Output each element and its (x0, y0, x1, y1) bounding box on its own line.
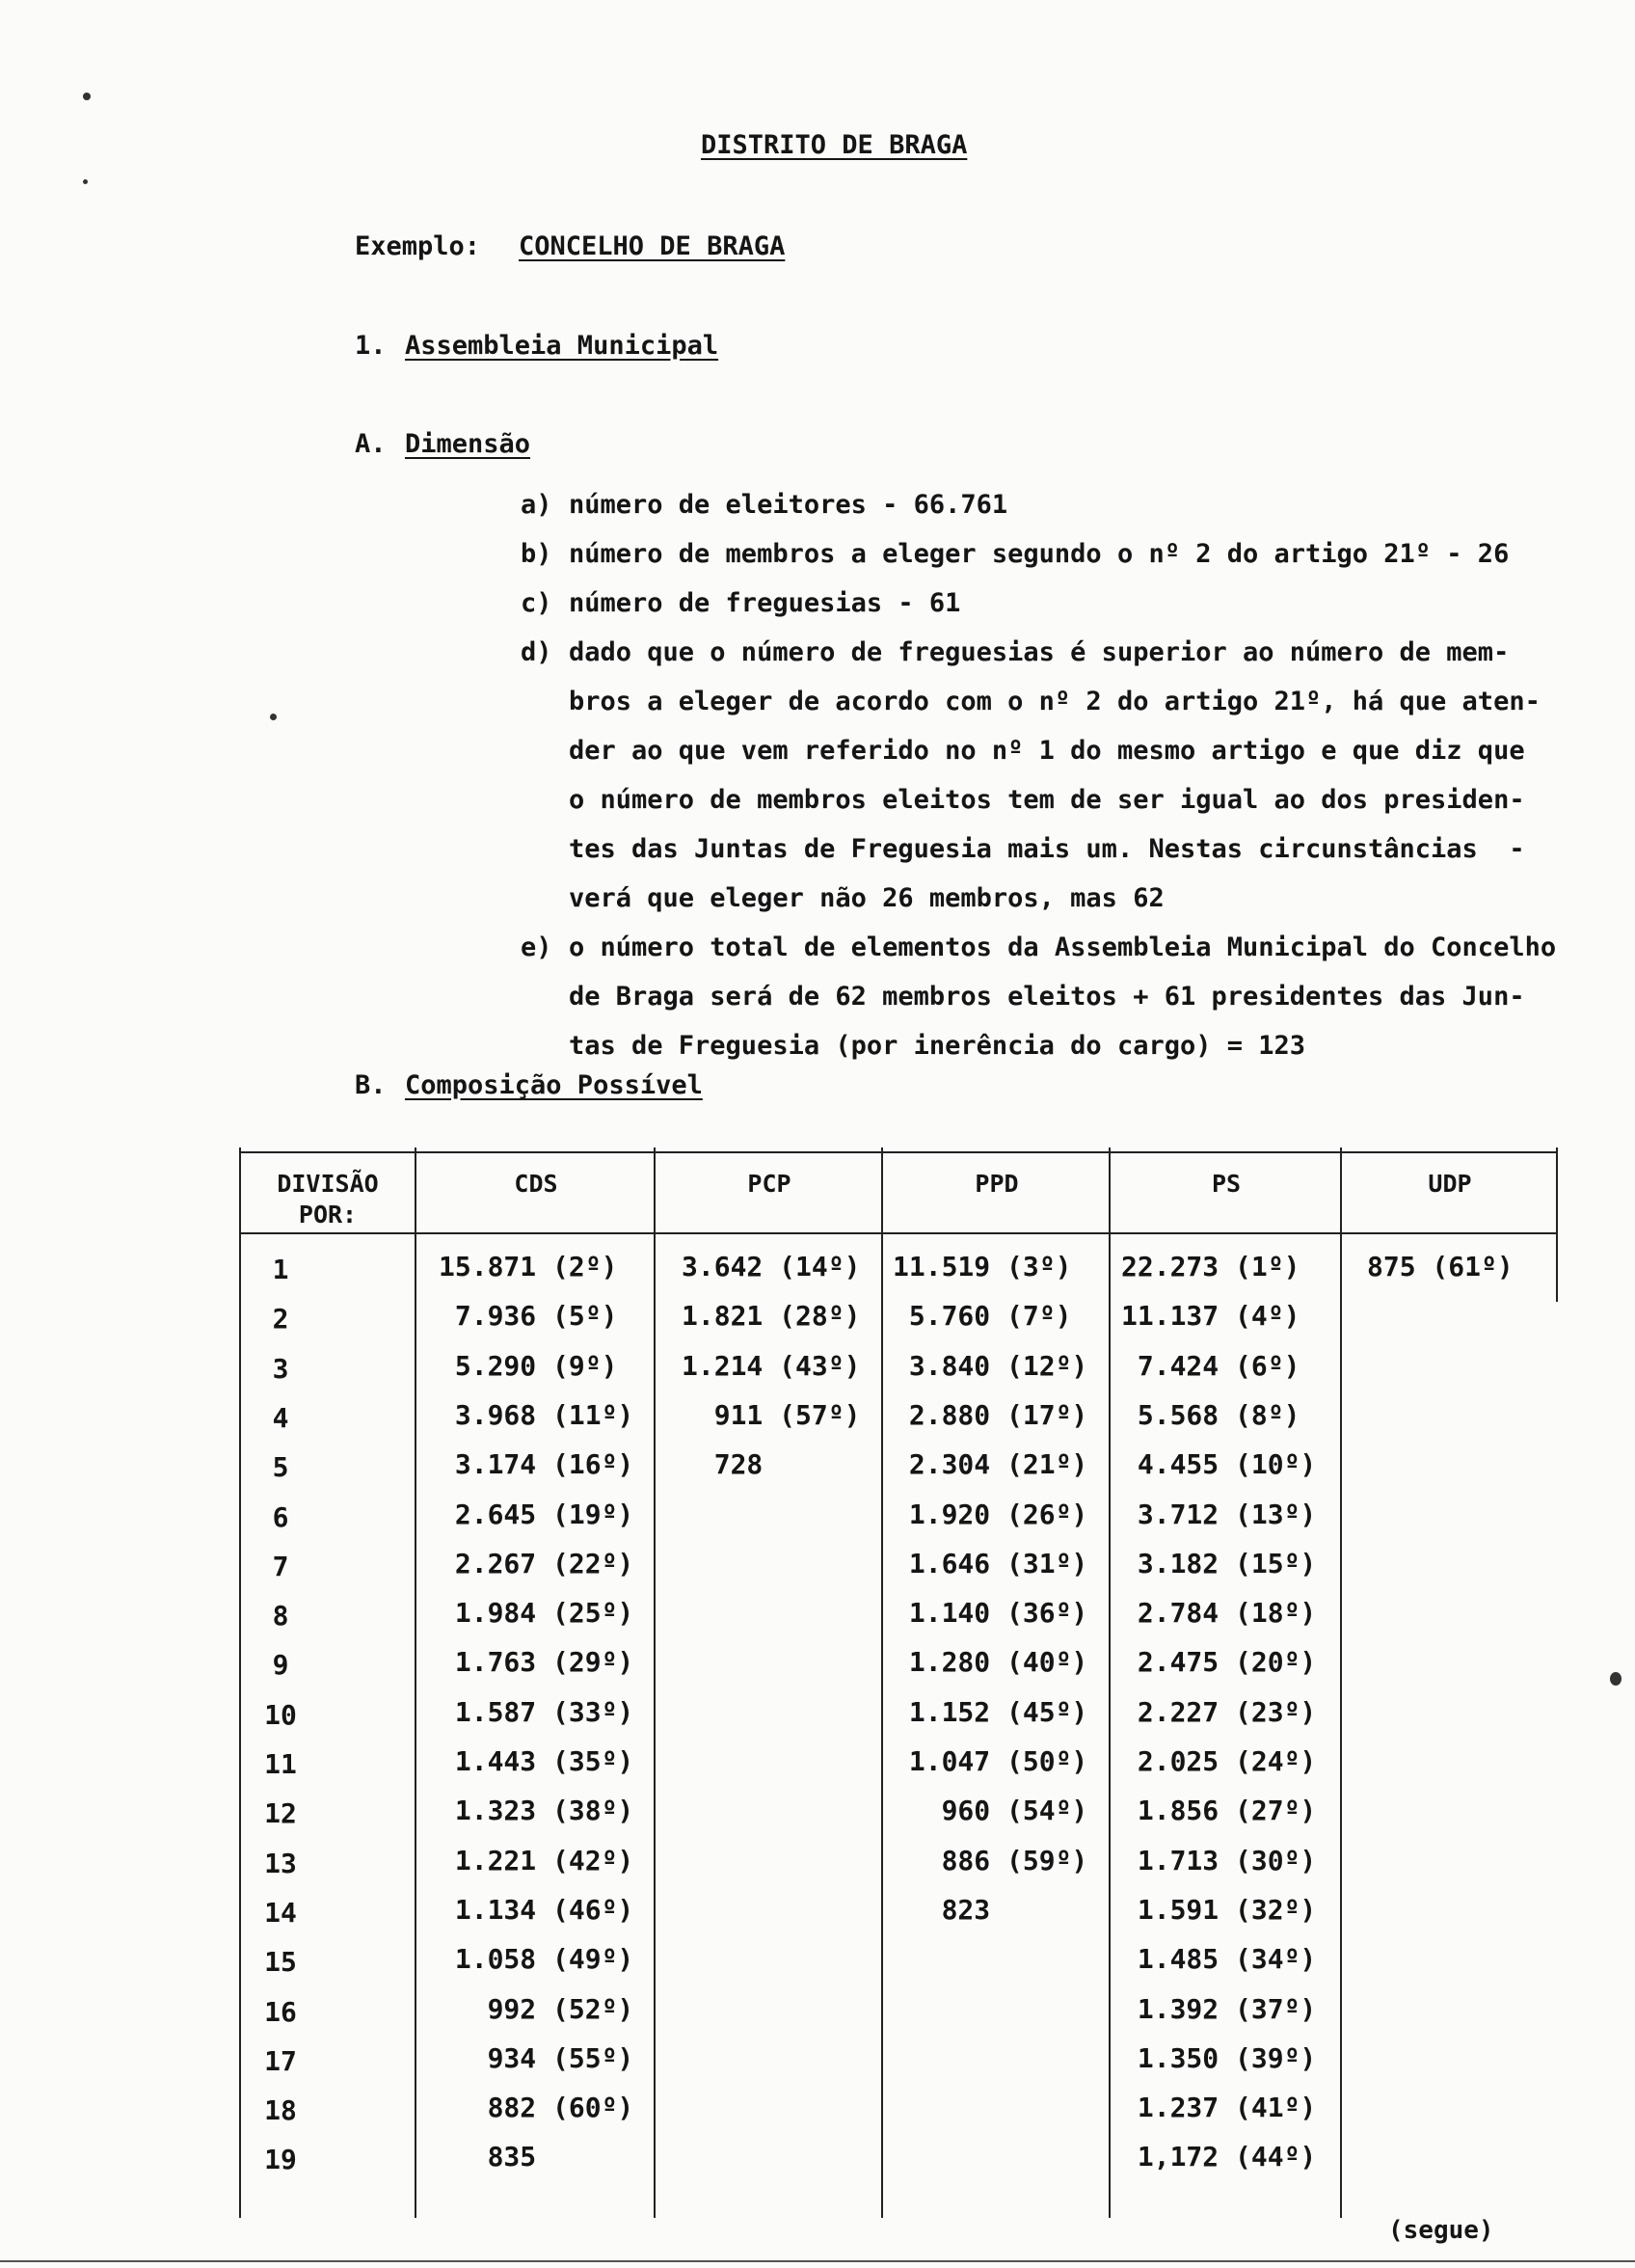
cell-ps: 1.237 (41º) (1121, 2092, 1317, 2123)
cell-cds: 2.645 (19º) (439, 1498, 634, 1530)
header-pcp: PCP (747, 1170, 791, 1198)
cell-cds: 1.443 (35º) (439, 1745, 634, 1777)
cell-ps: 4.455 (10º) (1121, 1448, 1317, 1480)
row-division-value: 4 (272, 1402, 289, 1434)
row-division-value: 14 (264, 1897, 297, 1929)
cell-ps: 1,172 (44º) (1121, 2141, 1317, 2173)
item-label: b) (521, 539, 552, 569)
cell-ps: 2.475 (20º) (1121, 1646, 1317, 1678)
list-item (521, 529, 1610, 579)
cell-ps: 1.591 (32º) (1121, 1894, 1317, 1926)
sectionA-title: Dimensão (405, 429, 531, 459)
sectionB-number: B. (355, 1070, 387, 1100)
item-line: de Braga será de 62 membros eleitos + 61 presidentes das Jun- (569, 982, 1525, 1012)
scan-speck (1610, 1672, 1622, 1686)
item-line: o número total de elementos da Assembleia Municipal do Concelho (569, 932, 1557, 962)
cell-ps: 1.392 (37º) (1121, 1993, 1317, 2025)
cell-ps: 1.350 (39º) (1121, 2042, 1317, 2074)
row-division-value: 7 (272, 1551, 289, 1582)
cell-cds: 15.871 (2º) (439, 1251, 618, 1282)
row-division-value: 1 (272, 1254, 289, 1285)
cell-pcp: 728 (682, 1448, 764, 1480)
item-line: tes das Juntas de Freguesia mais um. Nestas circunstâncias - (569, 834, 1525, 864)
header-ppd: PPD (975, 1170, 1019, 1198)
section1-number: 1. (355, 331, 387, 361)
row-division-value: 13 (264, 1848, 297, 1879)
row-division-value: 11 (264, 1748, 297, 1780)
cell-cds: 1.323 (38º) (439, 1795, 634, 1826)
item-label: a) (521, 490, 552, 520)
cell-ppd: 5.760 (7º) (893, 1300, 1072, 1332)
row-division-value: 6 (272, 1501, 289, 1533)
cell-ppd: 886 (59º) (893, 1845, 1088, 1876)
cell-pcp: 1.821 (28º) (682, 1300, 861, 1332)
cell-udp: 875 (61º) (1367, 1251, 1514, 1282)
cell-cds: 882 (60º) (439, 2092, 634, 2123)
cell-pcp: 911 (57º) (682, 1399, 861, 1431)
row-division-value: 2 (272, 1303, 289, 1335)
header-division-line1: DIVISÃO (277, 1170, 379, 1198)
cell-ppd: 1.152 (45º) (893, 1696, 1088, 1728)
cell-ps: 7.424 (6º) (1121, 1350, 1300, 1382)
row-division-value: 8 (272, 1600, 289, 1632)
footer-note: (segue) (1388, 2216, 1494, 2245)
cell-ps: 5.568 (8º) (1121, 1399, 1300, 1431)
row-division-value: 5 (272, 1451, 289, 1483)
cell-cds: 5.290 (9º) (439, 1350, 618, 1382)
cell-ppd: 1.280 (40º) (893, 1646, 1088, 1678)
cell-cds: 1.058 (49º) (439, 1943, 634, 1975)
cell-ps: 1.485 (34º) (1121, 1943, 1317, 1975)
cell-ps: 2.227 (23º) (1121, 1696, 1317, 1728)
column-divider (1340, 1148, 1342, 2218)
cell-cds: 1.221 (42º) (439, 1845, 634, 1876)
cell-ppd: 1.140 (36º) (893, 1597, 1088, 1629)
list-item (521, 579, 1610, 628)
cell-cds: 1.763 (29º) (439, 1646, 634, 1678)
cell-cds: 7.936 (5º) (439, 1300, 618, 1332)
column-divider (1109, 1148, 1111, 2218)
column-divider (881, 1148, 883, 2218)
scan-speck (270, 714, 277, 720)
row-division-value: 15 (264, 1946, 297, 1978)
item-label: c) (521, 588, 552, 618)
cell-ps: 11.137 (4º) (1121, 1300, 1300, 1332)
scan-speck (83, 93, 91, 100)
cell-ps: 3.712 (13º) (1121, 1498, 1317, 1530)
row-division-value: 9 (272, 1649, 289, 1681)
cell-cds: 2.267 (22º) (439, 1548, 634, 1580)
cell-cds: 1.587 (33º) (439, 1696, 634, 1728)
bottom-rule (0, 2260, 1635, 2262)
item-label: e) (521, 932, 552, 962)
cell-ps: 22.273 (1º) (1121, 1251, 1300, 1282)
list-item (521, 628, 1610, 923)
row-division-value: 17 (264, 2045, 297, 2077)
example-value: CONCELHO DE BRAGA (519, 231, 786, 261)
dimension-list (521, 480, 1610, 1070)
cell-cds: 934 (55º) (439, 2042, 634, 2074)
cell-cds: 3.174 (16º) (439, 1448, 634, 1480)
row-division-value: 10 (264, 1699, 297, 1731)
item-label: d) (521, 637, 552, 667)
cell-cds: 992 (52º) (439, 1993, 634, 2025)
row-division-value: 16 (264, 1996, 297, 2028)
row-division-value: 18 (264, 2094, 297, 2126)
cell-ppd: 11.519 (3º) (893, 1251, 1072, 1282)
cell-ppd: 960 (54º) (893, 1795, 1088, 1826)
item-line: número de eleitores - 66.761 (569, 490, 1008, 520)
cell-cds: 835 (439, 2141, 537, 2173)
table-border-top (239, 1151, 1558, 1153)
item-line: der ao que vem referido no nº 1 do mesmo artigo e que diz que (569, 736, 1525, 766)
cell-cds: 3.968 (11º) (439, 1399, 634, 1431)
cell-ps: 2.025 (24º) (1121, 1745, 1317, 1777)
cell-cds: 1.984 (25º) (439, 1597, 634, 1629)
column-divider (654, 1148, 656, 2218)
item-line: número de membros a eleger segundo o nº 2 do artigo 21º - 26 (569, 539, 1510, 569)
cell-ps: 3.182 (15º) (1121, 1548, 1317, 1580)
cell-ppd: 3.840 (12º) (893, 1350, 1088, 1382)
example-label: Exemplo: (355, 231, 481, 261)
header-cds: CDS (514, 1170, 558, 1198)
cell-pcp: 3.642 (14º) (682, 1251, 861, 1282)
sectionA-number: A. (355, 429, 387, 459)
item-line: dado que o número de freguesias é superior ao número de mem- (569, 637, 1510, 667)
cell-ps: 1.713 (30º) (1121, 1845, 1317, 1876)
sectionB-title: Composição Possível (405, 1070, 703, 1100)
page-title: DISTRITO DE BRAGA (701, 130, 968, 160)
cell-ppd: 1.047 (50º) (893, 1745, 1088, 1777)
scan-speck (83, 179, 88, 184)
row-division-value: 19 (264, 2144, 297, 2175)
cell-ps: 2.784 (18º) (1121, 1597, 1317, 1629)
cell-pcp: 1.214 (43º) (682, 1350, 861, 1382)
header-ps: PS (1211, 1170, 1242, 1198)
cell-ppd: 1.920 (26º) (893, 1498, 1088, 1530)
header-division (241, 1169, 415, 1230)
section1-title: Assembleia Municipal (405, 331, 719, 361)
header-udp: UDP (1428, 1170, 1472, 1198)
list-item (521, 480, 1610, 529)
item-line: número de freguesias - 61 (569, 588, 961, 618)
item-line: verá que eleger não 26 membros, mas 62 (569, 883, 1165, 913)
list-item (521, 923, 1610, 1070)
cell-ps: 1.856 (27º) (1121, 1795, 1317, 1826)
cell-ppd: 2.880 (17º) (893, 1399, 1088, 1431)
header-divider (239, 1232, 1558, 1234)
row-division-value: 12 (264, 1797, 297, 1829)
cell-cds: 1.134 (46º) (439, 1894, 634, 1926)
row-division-value: 3 (272, 1353, 289, 1385)
cell-ppd: 1.646 (31º) (893, 1548, 1088, 1580)
cell-ppd: 2.304 (21º) (893, 1448, 1088, 1480)
column-divider (415, 1148, 416, 2218)
item-line: bros a eleger de acordo com o nº 2 do artigo 21º, há que aten- (569, 687, 1541, 716)
item-line: tas de Freguesia (por inerência do cargo) = 123 (569, 1031, 1306, 1061)
header-division-line2: POR: (298, 1201, 358, 1228)
cell-ppd: 823 (893, 1894, 991, 1926)
item-line: o número de membros eleitos tem de ser igual ao dos presiden- (569, 785, 1525, 815)
